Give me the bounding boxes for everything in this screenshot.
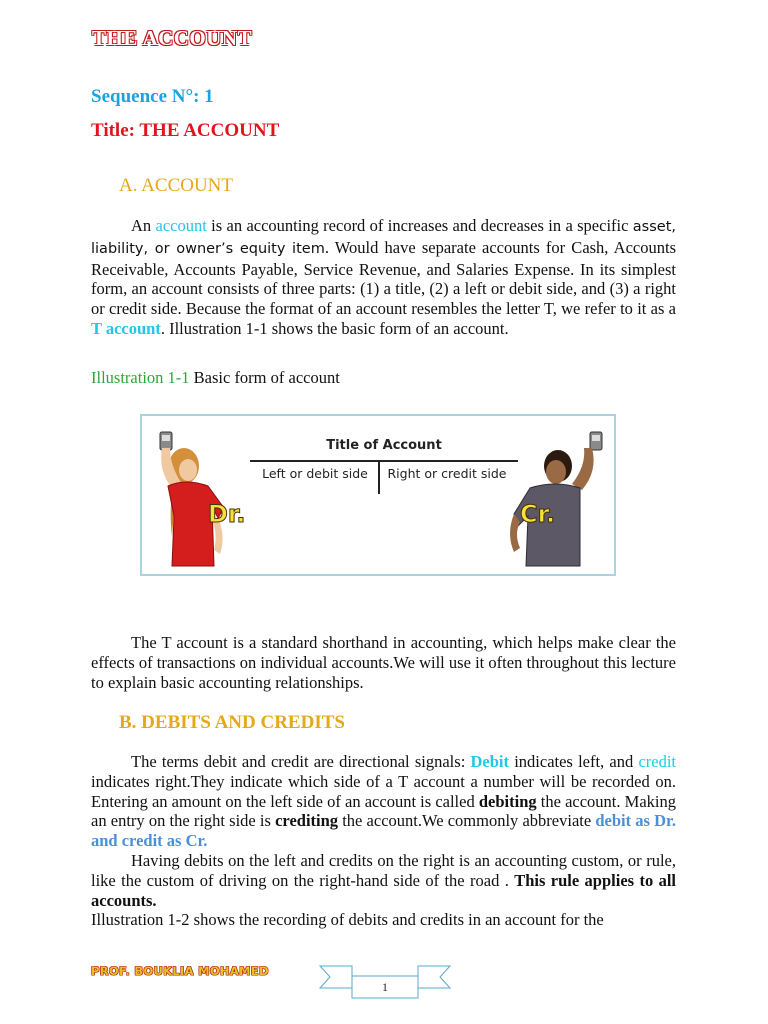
term-crediting: crediting — [275, 811, 339, 831]
text-run: the account.We commonly abbreviate — [338, 811, 596, 831]
section-b-heading: B. DEBITS AND CREDITS — [119, 712, 345, 733]
illustration-label: Illustration 1-1 — [91, 368, 190, 387]
text-run: is an accounting record of increases and decreases in a specific — [206, 216, 633, 235]
debit-person-illustration — [146, 426, 246, 571]
footer-author: PROF. BOUKLIA MOHAMED — [91, 964, 269, 978]
section-b-paragraph-2 — [91, 851, 676, 910]
sequence-number: Sequence N°: 1 — [91, 86, 214, 107]
section-b-paragraph-3: Illustration 1-2 shows the recording of debits and credits in an account for the — [91, 910, 604, 930]
text-run: indicates left, and — [509, 752, 639, 771]
section-a-paragraph-1 — [91, 216, 676, 339]
illustration-caption — [91, 368, 340, 388]
term-asset-liability-equity: asset, liability, or owner’s equity item — [91, 219, 676, 257]
text-run: Having debits on the left and credits on the right is an accounting custom, or rule, like the custom of driving on the right-hand side of the road . — [91, 850, 676, 890]
text-run: . Would have separate accounts for Cash, Accounts Receivable, Accounts Payable, Service Revenue, and Salaries Expense. In its simplest form, an account consists of three parts: (1) a title, (2) a left or debit side, and (3) a right or credit side. Because the format of an account resembles the letter T, we refer to it as a — [91, 237, 676, 319]
page-title: Title: THE ACCOUNT — [91, 120, 280, 141]
section-a-paragraph-2 — [91, 633, 676, 692]
term-credit: credit — [638, 752, 676, 771]
credit-label: Cr. — [520, 500, 556, 528]
text-run: indicates right.They indicate which side of a T account a number will be recorded on. Entering an amount on the left side of an account is called — [91, 771, 676, 811]
section-b-paragraphs — [91, 752, 676, 930]
t-account-title: Title of Account — [326, 438, 442, 453]
text-run: The terms debit and credit are directional signals: — [131, 752, 471, 771]
t-account-left-side: Left or debit side — [262, 466, 368, 481]
illustration-caption-text: Basic form of account — [189, 368, 340, 387]
text-run: The T account is a standard shorthand in accounting, which helps make clear the effects of transactions on individual accounts.We will use it often throughout this lecture to explain basic accounting relationships. — [91, 633, 676, 692]
term-account: account — [155, 216, 207, 235]
credit-person-illustration — [500, 426, 612, 571]
page-number: 1 — [382, 980, 388, 994]
term-debiting: debiting — [478, 791, 537, 811]
term-abbreviation: debit as Dr. and credit as Cr. — [91, 811, 676, 851]
section-a-heading: A. ACCOUNT — [119, 175, 234, 196]
section-b-paragraph-1 — [91, 752, 676, 851]
text-run: An — [131, 216, 156, 235]
t-account-horizontal-line — [250, 460, 518, 462]
t-account-right-side: Right or credit side — [387, 466, 507, 481]
header-title: THE ACCOUNT — [92, 26, 253, 50]
term-debit: Debit — [470, 752, 509, 771]
text-run: the account. Making an entry on the right side is — [91, 791, 676, 831]
term-t-account: T account — [91, 318, 161, 338]
rule-statement: This rule applies to all accounts. — [91, 870, 676, 910]
debit-label: Dr. — [208, 500, 246, 528]
t-account-vertical-line — [378, 460, 380, 494]
text-run: . Illustration 1-1 shows the basic form of an account. — [160, 318, 509, 338]
